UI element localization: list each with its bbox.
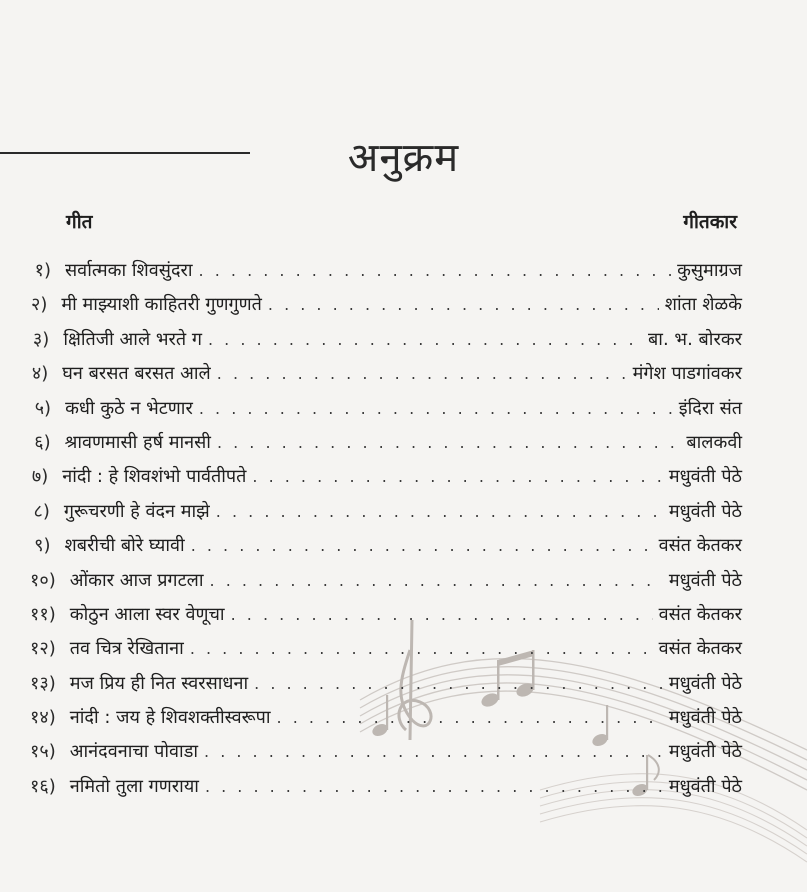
entry-lyricist: मधुवंती पेठे xyxy=(668,569,742,591)
entry-lyricist: मधुवंती पेठे xyxy=(668,466,742,488)
list-item xyxy=(30,705,742,739)
entry-song-title: शबरीची बोरे घ्यावी xyxy=(64,535,185,557)
list-item xyxy=(30,499,742,533)
list-item xyxy=(30,361,742,395)
column-header-song: गीत xyxy=(66,211,93,233)
entry-song-title: कधी कुठे न भेटणार xyxy=(65,397,193,419)
dot-leader xyxy=(210,571,663,590)
list-item xyxy=(30,396,742,430)
entry-number: २) xyxy=(31,294,48,316)
entry-number: ३) xyxy=(32,328,50,350)
entry-song-title: क्षितिजी आले भरते ग xyxy=(63,328,202,350)
dot-leader xyxy=(254,674,663,693)
entry-song-title: मी माझ्याशी काहितरी गुणगुणते xyxy=(61,294,262,316)
entry-lyricist: मधुवंती पेठे xyxy=(668,741,742,763)
entry-lyricist: मंगेश पाडगांवकर xyxy=(632,363,742,385)
entry-lyricist: वसंत केतकर xyxy=(658,603,742,625)
entry-lyricist: मधुवंती पेठे xyxy=(668,707,742,729)
list-item xyxy=(30,568,742,602)
dot-leader xyxy=(268,295,659,314)
entry-number: ६) xyxy=(34,431,51,453)
entry-lyricist: वसंत केतकर xyxy=(658,535,742,557)
list-item xyxy=(30,636,742,670)
entry-song-title: नांदी : हे शिवशंभो पार्वतीपते xyxy=(62,466,247,488)
entry-number: १२) xyxy=(30,638,56,660)
entry-lyricist: बा. भ. बोरकर xyxy=(648,328,742,350)
dot-leader xyxy=(217,364,627,383)
entry-number: ४) xyxy=(31,363,49,385)
list-item xyxy=(30,774,742,808)
list-item xyxy=(30,464,742,498)
entry-number: ११) xyxy=(30,603,56,625)
dot-leader xyxy=(208,330,642,349)
entry-song-title: आनंदवनाचा पोवाडा xyxy=(69,741,199,763)
entry-lyricist: शांता शेळके xyxy=(664,294,742,316)
entry-lyricist: मधुवंती पेठे xyxy=(668,500,742,522)
dot-leader xyxy=(199,261,672,280)
entry-lyricist: वसंत केतकर xyxy=(658,638,742,660)
entry-number: १६) xyxy=(30,775,56,797)
entry-song-title: गुरूचरणी हे वंदन माझे xyxy=(63,500,210,522)
entry-number: ९) xyxy=(34,535,51,557)
list-item xyxy=(30,430,742,464)
entry-lyricist: इंदिरा संत xyxy=(678,397,742,419)
dot-leader xyxy=(231,605,653,624)
dot-leader xyxy=(205,777,663,796)
dot-leader xyxy=(216,502,663,521)
entry-number: ५) xyxy=(34,397,52,419)
contents-list xyxy=(30,258,742,808)
entry-lyricist: बालकवी xyxy=(686,431,742,453)
entry-number: ८) xyxy=(33,500,50,522)
dot-leader xyxy=(277,708,663,727)
entry-song-title: नमितो तुला गणराया xyxy=(69,775,199,797)
list-item xyxy=(30,671,742,705)
entry-song-title: नांदी : जय हे शिवशक्तीस्वरूपा xyxy=(69,707,271,729)
list-item xyxy=(30,739,742,773)
list-item xyxy=(30,602,742,636)
dot-leader xyxy=(191,536,653,555)
list-item xyxy=(30,327,742,361)
list-item xyxy=(30,533,742,567)
dot-leader xyxy=(217,433,680,452)
dot-leader xyxy=(204,742,663,761)
list-item xyxy=(30,292,742,326)
dot-leader xyxy=(252,467,662,486)
entry-song-title: ओंकार आज प्रगटला xyxy=(69,569,204,591)
entry-number: ७) xyxy=(31,466,49,488)
entry-song-title: श्रावणमासी हर्ष मानसी xyxy=(64,431,211,453)
dot-leader xyxy=(190,639,653,658)
entry-lyricist: कुसुमाग्रज xyxy=(677,260,742,281)
page-title: अनुक्रम xyxy=(347,135,460,181)
entry-song-title: मज प्रिय ही नित स्वरसाधना xyxy=(69,672,249,694)
list-item xyxy=(30,258,742,292)
entry-lyricist: मधुवंती पेठे xyxy=(668,775,742,797)
column-header-lyricist: गीतकार xyxy=(683,211,737,233)
entry-number: १३) xyxy=(30,672,56,694)
entry-number: १४) xyxy=(30,707,56,729)
entry-number: १०) xyxy=(30,569,56,591)
entry-number: १) xyxy=(34,260,52,281)
entry-song-title: घन बरसत बरसत आले xyxy=(62,363,211,385)
dot-leader xyxy=(199,399,673,418)
entry-number: १५) xyxy=(30,741,56,763)
entry-lyricist: मधुवंती पेठे xyxy=(668,672,742,694)
entry-song-title: तव चित्र रेखिताना xyxy=(69,638,184,660)
entry-song-title: कोठुन आला स्वर वेणूचा xyxy=(69,603,225,625)
entry-song-title: सर्वात्मका शिवसुंदरा xyxy=(65,260,193,281)
